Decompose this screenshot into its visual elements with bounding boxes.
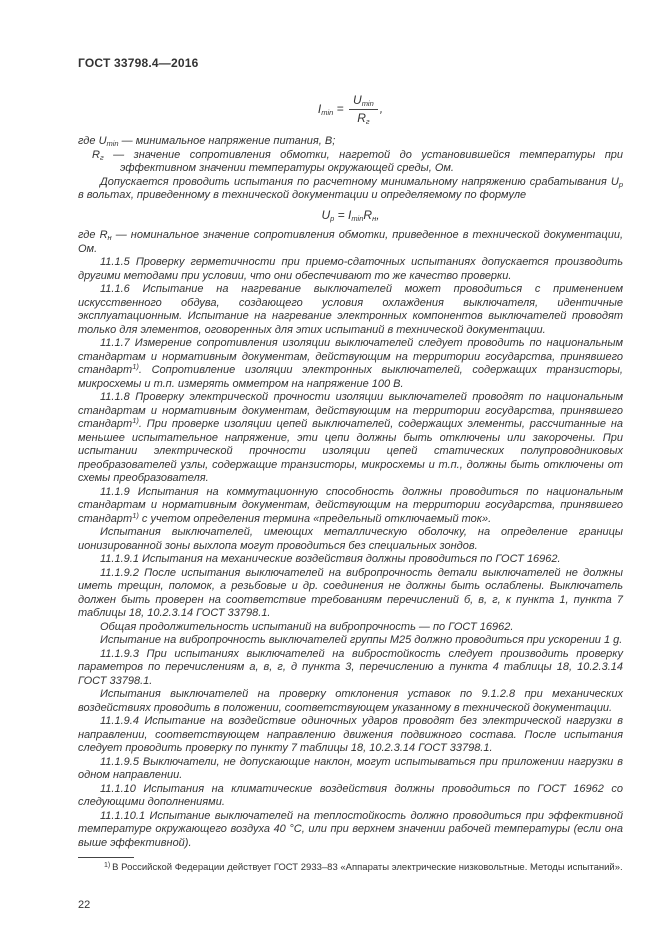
formula-imin-numerator: $U_{min}$	[349, 94, 378, 110]
clause-11-1-9-5: 11.1.9.5 Выключатели, не допускающие наклон, могут испытываться при приложении нагрузки в одном направлении.	[78, 755, 623, 781]
clause-vibro-m25: Испытание на вибропрочность выключателей группы М25 должно проводиться при ускорении 1 g.	[100, 634, 623, 646]
clause-11-1-5: 11.1.5 Проверку герметичности при приемо-сдаточных испытаниях допускается производить другими методами при условии, что они обеспечивают то же качество проверки.	[78, 256, 623, 282]
footnote-text: $^{1)}$ В Российской Федерации действует ГОСТ 2933–83 «Аппараты электрические низковольтные. Методы испытаний».	[104, 862, 623, 873]
clause-11-1-10-1: 11.1.10.1 Испытание выключателей на теплостойкость должно проводиться при эффективной температуре окружающего воздуха 40 °С, или при верхнем значении рабочей температуры (если она выше эффективной).	[78, 809, 623, 849]
document-body	[78, 135, 623, 850]
clause-11-1-6: 11.1.6 Испытание на нагревание выключателей может проводиться с применением искусственного обдува, создающего условия охлаждения выключателя, идентичные эксплуатационным. Испытание на нагревание электронных компонентов выключателей проводят только для элементов, оговоренных для этих испытаний в технической документации.	[78, 283, 623, 336]
clause-11-1-9-2: 11.1.9.2 После испытания выключателей на вибропрочность детали выключателей не должны иметь трещин, поломок, а резьбовые и др. соединения не должны быть ослаблены. Выключатель должен быть проверен на соответствие требованиям перечислений б, в, г, к пункта 1, пункта 7 таблицы 18, 10.2.3.14 ГОСТ 33798.1.	[78, 566, 623, 619]
page-number: 22	[78, 898, 91, 911]
formula-up: $U_р = I_{min}R_н$,	[321, 207, 380, 223]
formula-imin-tail: ,	[379, 101, 384, 116]
clause-11-1-8: 11.1.8 Проверку электрической прочности изоляции выключателей проводят по национальным стандартам и нормативным документам, действующим на территории государства, принявшего стандарт$^{1)}$. При проверке изоляции цепей выключателей, содержащих элементы, рассчитанные на меньшее испытательное напряжение, эти цепи должны быть отключены или закорочены. При испытании электрической прочности изоляции цепей статических полупроводниковых преобразователей узлы, содержащие транзисторы, микросхемы и т.п., должны быть отключены от схемы преобразователя.	[78, 391, 623, 484]
clause-11-1-7: 11.1.7 Измерение сопротивления изоляции выключателей следует проводить по национальным стандартам и нормативным документам, действующим на территории государства, принявшего стандарт$^{1)}$. Сопротивление изоляции электронных выключателей, содержащих транзисторы, микросхемы и т.п. измерять омметром на напряжение 100 В.	[78, 337, 623, 390]
footnote	[78, 862, 623, 874]
formula-imin-denominator: $R_г$	[357, 111, 370, 126]
where-up-row: где $R_н$ — номинальное значение сопротивления обмотки, приведенное в технической документации, Ом.	[78, 229, 623, 255]
paragraph-intro-up: Допускается проводить испытания по расчетному минимальному напряжению срабатывания $U_р$ в вольтах, приведенному в технической документации и определяемому по формуле	[78, 175, 623, 201]
formula-imin	[78, 94, 623, 125]
standard-header: ГОСТ 33798.4—2016	[78, 56, 199, 70]
formula-imin-lhs: $I_{min}$	[317, 101, 334, 117]
clause-11-1-9-1: 11.1.9.1 Испытания на механические воздействия должны проводиться по ГОСТ 16962.	[100, 553, 561, 565]
clause-ustavki: Испытания выключателей на проверку отклонения уставок по 9.1.2.8 при механических воздействиях проводить в положении, соответствующем указанному в технической документации.	[78, 688, 623, 714]
clause-vibro-duration: Общая продолжительность испытаний на вибропрочность — по ГОСТ 16962.	[100, 620, 514, 633]
clause-11-1-9-4: 11.1.9.4 Испытание на воздействие одиночных ударов проводят без электрической нагрузки в направлении, соответствующем направлению движения подвижного состава. После испытания следует проводить проверку по пункту 7 таблицы 18, 10.2.3.14 ГОСТ 33798.1.	[78, 715, 623, 754]
footnote-separator	[78, 857, 134, 858]
clause-11-1-9: 11.1.9 Испытания на коммутационную способность должны проводиться по национальным стандартам и нормативным документам, действующим на территории государства, принявшего стандарт$^{1)}$ с учетом определения термина «предельный отключаемый ток».	[78, 485, 623, 525]
clause-11-1-9-note: Испытания выключателей, имеющих металлическую оболочку, на определение границы ионизированной зоны выхлопа могут проводиться без специальных зондов.	[78, 526, 623, 552]
clause-11-1-9-3: 11.1.9.3 При испытаниях выключателей на вибростойкость следует производить проверку параметров по перечислениям а, в, г, д пункта 3, перечислению а пункта 4 таблицы 18, 10.2.3.14 ГОСТ 33798.1.	[78, 647, 623, 687]
formula-imin-equals: =	[336, 101, 344, 116]
where-imin-row1: где $U_{min}$ — минимальное напряжение питания, В;	[78, 135, 336, 148]
clause-11-1-10: 11.1.10 Испытания на климатические воздействия должны проводиться по ГОСТ 16962 со следующими дополнениями.	[78, 782, 623, 808]
formula-imin-fraction	[349, 94, 378, 125]
where-imin-row2: $R_г$ — значение сопротивления обмотки, нагретой до установившейся температуры при эффективном значении температуры окружающей среды, Ом.	[92, 148, 623, 174]
